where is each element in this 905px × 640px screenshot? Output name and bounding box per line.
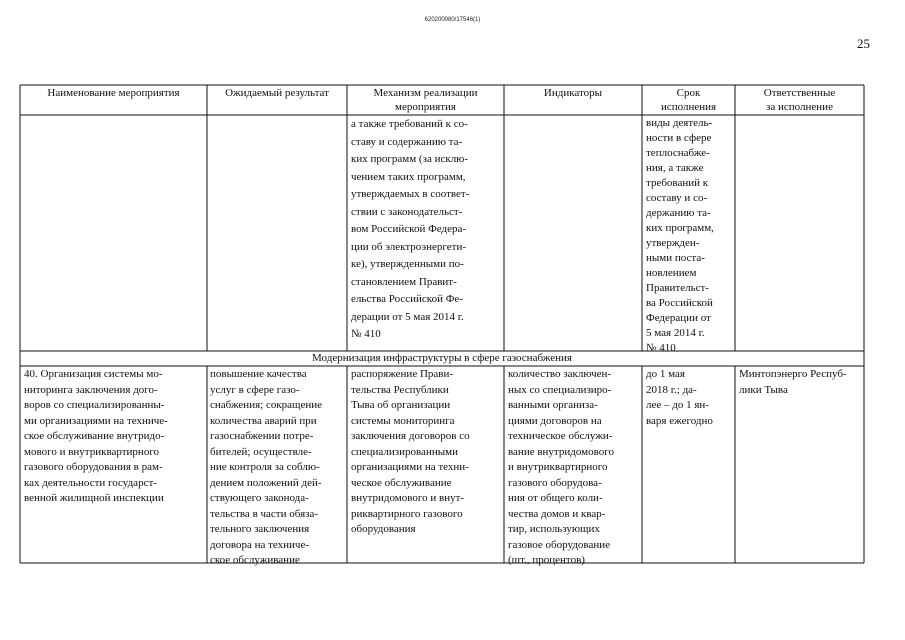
header-mechanism: Механизм реализации мероприятия (373, 87, 478, 113)
section-title: Модернизация инфраструктуры в сфере газоснабжения (312, 352, 572, 364)
page-number: 25 (857, 36, 870, 51)
document-code: 620200080/17546(1) (424, 17, 481, 23)
row-40-mechanism: распоряжение Прави- тельства Республики Тыва об организации системы мониторинга заключения договоров со специализированными организациями на техни- ческое обслуживание внутридомового и внут- риквартирного газового оборудования (351, 368, 470, 535)
row-40-deadline: до 1 мая 2018 г.; да- лее – до 1 ян- варя ежегодно (646, 368, 713, 427)
header-name: Наименование мероприятия (47, 87, 180, 99)
header-deadline: Срок исполнения (660, 87, 717, 113)
row-40-indicators: количество заключен- ных со специализиро- ванными организа- циями договоров на техническое обслужи- вание внутридомового и внутриквартирного газового оборудова- ния от общего коли- чества домов и квар- тир, использующих газовое оборудование (шт., процентов) (508, 368, 614, 566)
header-result: Ожидаемый результат (225, 87, 329, 99)
continuation-mechanism-text: а также требований к со- ставу и содержанию та- ких программ (за исклю- чением таких программ, утверждаемых в соответ- ствии с законодательст- вом Российской Федера- ции об электроэнергети- ке), утвержденными по- становлением Правит- ельства Российской Фе- дерации от 5 мая 2014 г. № 410 (351, 118, 470, 340)
row-40-name: 40. Организация системы мо- ниторинга заключения дого- воров со специализированны- ми организациями на техниче- ское обслуживание внутридо- мового и внутриквартирного газового оборудования в рам- ках деятельности государст- венной жилищной инспекции (24, 368, 168, 504)
header-indicators: Индикаторы (543, 87, 603, 99)
row-40-responsible: Минтопэнерго Респуб- лики Тыва (739, 368, 847, 396)
header-responsible: Ответственные за исполнение (763, 87, 836, 113)
row-40-result: повышение качества услуг в сфере газо- снабжения; сокращение количества аварий при газоснабжении потре- бителей; осуществле- ние контроля за соблю- дением положений дей- ствующего законода- тельства в части обяза- тельного заключения договора на техниче- ское обслуживание (210, 368, 323, 566)
continuation-deadline-text: виды деятель- ности в сфере теплоснабже- ния, а также требований к составу и со- держанию та- ких программ, утвержден- ными поста- новлением Правительст- ва Российской Федерации от 5 мая 2014 г. № 410 (646, 117, 714, 354)
